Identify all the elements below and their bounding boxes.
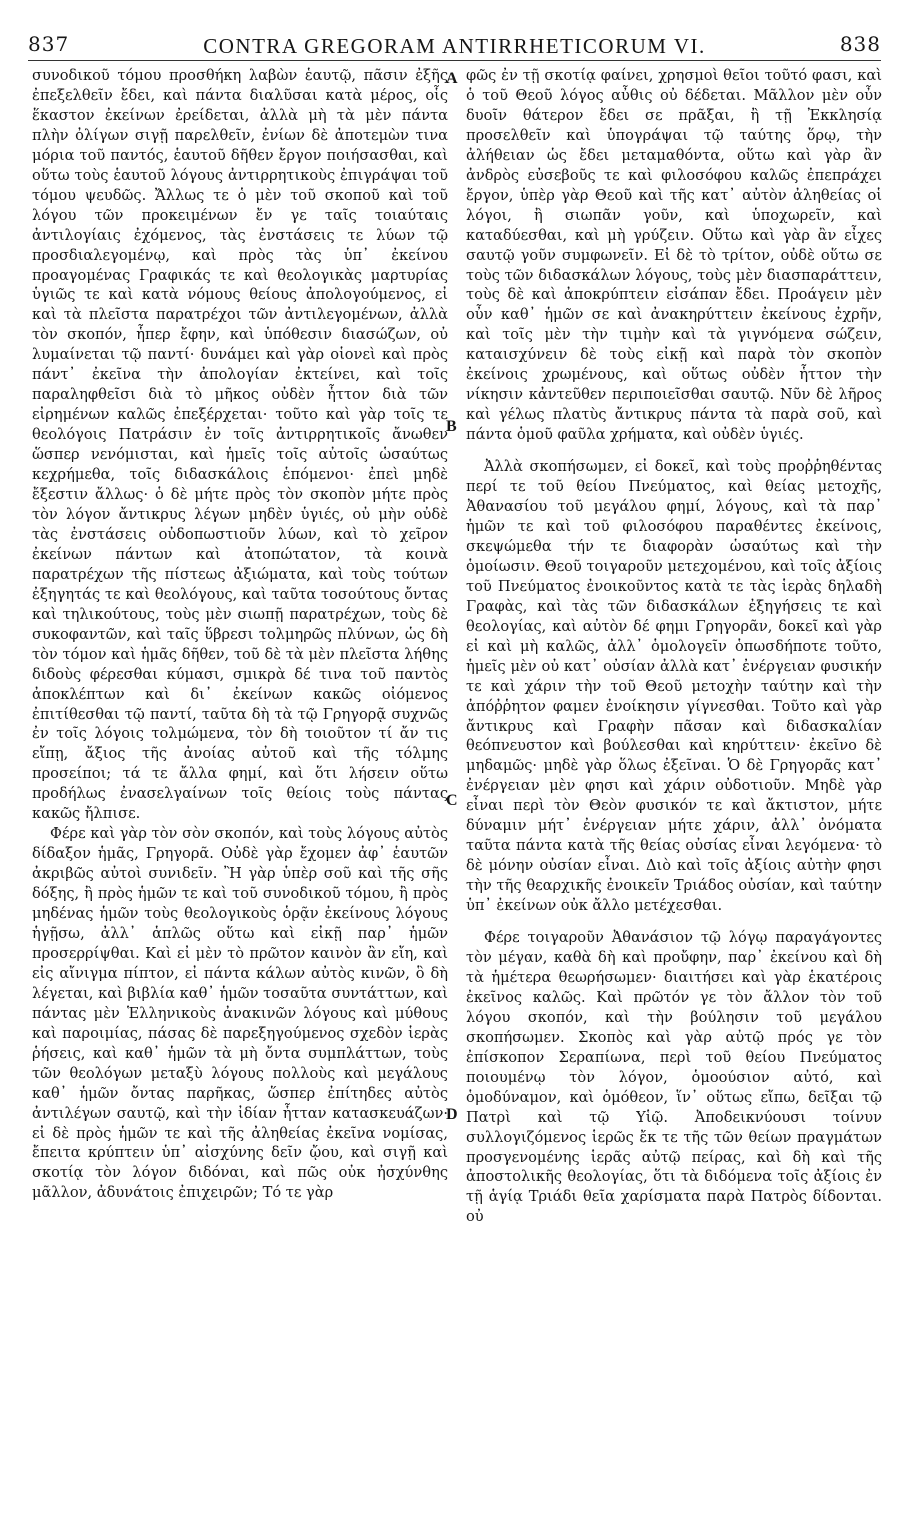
page-header — [28, 30, 881, 61]
right-paragraph-3: Φέρε τοιγαροῦν Ἀθανάσιον τῷ λόγῳ παραγάγοντες τὸν μέγαν, καθὰ δὴ καὶ προὔφην, παρ᾽ ἐκείνου καὶ δὴ τὰ ἡμέτερα θεωρήσωμεν· διαιτήσει καὶ γὰρ ἑκατέροις ἐκεῖνος καλῶς. Καὶ πρῶτόν γε τὸν ἄλλον τὸν τοῦ λόγου σκοπόν, καὶ τὴν βούλησιν τοῦ μεγάλου σκοπήσωμεν. Σκοπὸς καὶ γὰρ αὐτῷ πρός γε τὸν ἐπίσκοπον Σεραπίωνα, περὶ τοῦ θείου Πνεύματος ποιουμένῳ τὸν λόγον, ὁμοούσιον αὐτό, καὶ ὁμοδύναμον, καὶ ὁμόθεον, ἵν᾽ οὕτως εἴπω, δεῖξαι τῷ Πατρὶ καὶ τῷ Υἱῷ. Ἀποδεικνύουσι τοίνυν συλλογιζόμενος ἱερῶς ἔκ τε τῆς τῶν θείων πραγμάτων προσγενομένης ἱερᾶς αὐτῷ πείρας, καὶ δὴ καὶ τῆς ἀποστολικῆς θεολογίας, ὅτι τὰ διδόμενα τοῖς ἀξίοις ἐν τῇ ἁγίᾳ Τριάδι θεῖα χαρίσματα παρὰ Πατρὸς δίδονται. οὐ — [466, 929, 882, 1226]
section-marker-a: A — [446, 70, 458, 87]
page-number-left: 837 — [28, 32, 70, 56]
left-column — [32, 66, 448, 1510]
left-paragraph-1: συνοδικοῦ τόμου προσθήκη λαβὼν ἑαυτῷ, πᾶσιν ἐξῆς ἐπεξελθεῖν ἔδει, καὶ πάντα διαλῦσαι κατὰ μέρος, οἷς ἕκαστον ἐκείνων ἐρείδεται, ἀλλὰ μὴ τὰ μὲν πάντα πλὴν ὀλίγων σιγῇ παρελθεῖν, ἐνίων δὲ ἀποτεμὼν τινα μόρια τοῦ παντός, ἑαυτοῦ δῆθεν ἔργον ποιήσασθαι, καὶ οὕτω τοὺς ἑαυτοῦ λόγους ἀντιρρητικοὺς ἐπιγράψαι τοῦ τόμου ψευδῶς. Ἄλλως τε ὁ μὲν τοῦ σκοποῦ καὶ τοῦ λόγου τῶν προκειμένων ἔν γε ταῖς τοιαύταις ἀντιλογίαις ἐχόμενος, τὰς ἐνστάσεις τε λύων τῷ προσδιαλεγομένῳ, καὶ πρὸς τὰς ὑπ᾽ ἐκείνου προαγομένας Γραφικάς τε καὶ θεολογικὰς μαρτυρίας ὑγιῶς τε καὶ κατὰ νόμους θείους ἀπολογούμενος, εἰ καὶ τὰ πλεῖστα παρατρέχοι τῶν ἀντιλεγομένων, ἀλλὰ τὸν σκοπόν, ἧπερ ἔφην, καὶ ὑπόθεσιν διασώζων, οὐ λυμαίνεται τῷ παντί· δυνάμει καὶ γὰρ οἱονεὶ καὶ πρὸς πάντ᾽ ἐκεῖνα τὴν ἀπολογίαν ἐκτείνει, καὶ τοῖς παραληφθεῖσι διὰ τὸ μῆκος οὐδὲν ἧττον διὰ τῶν εἰρημένων καλῶς ἐπεξέρχεται· τοῦτο καὶ γὰρ τοῖς τε θεολόγοις Πατράσιν ἐν τοῖς ἀντιρρητικοῖς ἄνωθεν ὥσπερ νενόμισται, καὶ ἡμεῖς τοῖς αὐτοῖς ὡσαύτως κεχρήμεθα, τοῖς διδασκάλοις ἑπόμενοι· ἐπεὶ μηδὲ ἔξεστιν ἄλλως· ὁ δὲ μήτε πρὸς τὸν σκοπὸν μήτε πρὸς τὸν λόγον ἄντικρυς λέγων μηδὲν ὑγιές, οὐ μὴν οὐδὲ τὰς ἐνστάσεις οὐδοπωστιοῦν λύων, καὶ τὸ χεῖρον ἐκείνων πάντων καὶ ἀτοπώτατον, τὰ κοινὰ παρατρέχων τῆς πίστεως ἀξιώματα, καὶ τοὺς τούτων ἐξηγητάς τε καὶ θεολόγους, καὶ ταῦτα τοσούτους ὄντας καὶ τηλικούτους, τοὺς μὲν σιωπῇ παρατρέχων, τοὺς δὲ συκοφαντῶν, καὶ ταῖς ὕβρεσι τολμηρῶς πλύνων, ὡς δὴ τὸν τόμον καὶ ἡμᾶς δῆθεν, τοῦ δὲ τὰ μὲν πλεῖστα λήθης διδοὺς φέρεσθαι κύμασι, σμικρὰ δέ τινα τοῦ παντὸς ἀποκλέπτων καὶ δι᾽ ἐκείνων κακῶς οἰόμενος ἐπιτίθεσθαι τῷ παντί, ταῦτα δὴ τὰ τῷ Γρηγορᾷ συχνῶς ἐν τοῖς λόγοις τολμώμενα, τὸν δὴ τοιοῦτον τί ἄν τις εἴπῃ, ἄξιος τῆς ἀνοίας αὐτοῦ καὶ τῆς τόλμης προσείποι; τά τε ἄλλα φημί, καὶ ὅτι λήσειν οὕτω προδήλως ἐνασελγαίνων τοῖς θείοις τοὺς πάντας κακῶς ἤλπισε. — [32, 67, 448, 823]
right-column — [466, 66, 882, 1480]
section-marker-d: D — [446, 1106, 458, 1123]
right-paragraph-2: Ἀλλὰ σκοπήσωμεν, εἰ δοκεῖ, καὶ τοὺς προῤῥηθέντας περί τε τοῦ θείου Πνεύματος, καὶ θείας μετοχῆς, Ἀθανασίου τοῦ μεγάλου φημί, λόγους, καὶ τὰ παρ᾽ ἡμῶν τε καὶ τοῦ φιλοσόφου παραθέντες ἐκείνοις, σκεψώμεθα τήν τε διαφορὰν ὡσαύτως καὶ τὴν ὁμοίωσιν. Θεοῦ τοιγαροῦν μετεχομένου, καὶ τοῖς ἀξίοις τοῦ Πνεύματος ἐνοικοῦντος κατὰ τε τὰς ἱερὰς δηλαδὴ Γραφὰς, καὶ τὰς τῶν διδασκάλων ἐξηγήσεις τε καὶ θεολογίας, καὶ αὐτὸν δέ φημι Γρηγορᾶν, δοκεῖ καὶ γὰρ εἰ καὶ μὴ καλῶς, ἀλλ᾽ ὁμολογεῖν ὁπωσδήποτε τοῦτο, ἡμεῖς μὲν οὐ κατ᾽ οὐσίαν ἀλλὰ κατ᾽ ἐνέργειαν φυσικήν τε καὶ χάριν τὴν τοῦ Θεοῦ μετοχὴν ταύτην καὶ τὴν ἀπόῤῥητον φαμεν ἐνοίκησιν γίγνεσθαι. Τοῦτο καὶ γὰρ ἄντικρυς καὶ Γραφὴν πᾶσαν καὶ διδασκαλίαν θεόπνευστον καὶ βούλεσθαι καὶ κηρύττειν· ἐκεῖνο δὲ μηδαμῶς· μηδὲ γὰρ ὅλως ἐξεῖναι. Ὁ δὲ Γρηγορᾶς κατ᾽ ἐνέργειαν μὲν φησι καὶ χάριν οὐδοτιοῦν. Μηδὲ γὰρ εἶναι περὶ τὸν Θεὸν φυσικόν τε καὶ ἄκτιστον, μήτε δύναμιν μήτ᾽ ἐνέργειαν μήτε χάριν, ἀλλ᾽ ὀνόματα ταῦτα πάντα κατὰ τῆς θείας οὐσίας εἶναι λεγόμενα· τὸ δὲ μόνην οὐσίαν εἶναι. Διὸ καὶ τοῖς ἀξίοις αὐτὴν φησι τὴν τῆς θεαρχικῆς ἐνοικεῖν Τριάδος οὐσίαν, καὶ ταύτην ὑπ᾽ ἐκείνων οὐκ ἄλλο μετέχεσθαι. — [466, 458, 882, 915]
running-title: CONTRA GREGORAM ANTIRRHETICORUM VI. — [203, 34, 706, 58]
section-marker-b: B — [446, 418, 457, 435]
right-paragraph-1: φῶς ἐν τῇ σκοτίᾳ φαίνει, χρησμοὶ θεῖοι τοῦτό φασι, καὶ ὁ τοῦ Θεοῦ λόγος αὖθις οὐ δέδεται. Μᾶλλον μὲν οὖν δυοῖν θάτερον ἔδει σε πρᾶξαι, ἢ τῇ Ἐκκλησίᾳ προσελθεῖν καὶ ὑπογράψαι τῷ ταύτης ὅρῳ, τὴν ἀλήθειαν ὡς ἔδει μεταμαθόντα, οὕτω καὶ γὰρ ἂν ἀνδρὸς εὐσεβοῦς τε καὶ φιλοσόφου καλῶς ἐπεπράχει ἔργον, ὑπὲρ γὰρ Θεοῦ καὶ τῆς κατ᾽ αὐτὸν ἀληθείας οἱ λόγοι, ἢ σιωπᾶν γοῦν, καὶ ὑποχωρεῖν, καὶ καταδύεσθαι, καὶ μὴ γρύζειν. Οὕτω καὶ γὰρ ἂν εἶχες σαυτῷ γοῦν συμφωνεῖν. Εἰ δὲ τὸ τρίτον, οὐδὲ οὕτω σε τοὺς τῶν διδασκάλων λόγους, τοὺς μὲν διασπαράττειν, τοὺς δὲ καὶ ἀποκρύπτειν εἰσάπαν ἔδει. Προάγειν μὲν οὖν καθ᾽ ἡμῶν σε καὶ ἀνακηρύττειν ἐκείνους ἐχρῆν, καὶ τοῖς μὲν τὴν τιμὴν καὶ τὰ γιγνόμενα σώζειν, καταισχύνειν δὲ τοὺς εἰκῇ καὶ παρὰ τὸν σκοπὸν ἐκείνοις χρωμένους, καὶ οὕτως οὐδὲν ἧττον τὴν νίκησιν κἀντεῦθεν περιποιεῖσθαι σαυτῷ. Νῦν δὲ λῆρος καὶ γέλως πλατὺς ἄντικρυς πάντα τὰ παρὰ σοῦ, καὶ πάντα ὁμοῦ φαῦλα χρήματα, καὶ οὐδὲν ὑγιές. — [466, 67, 882, 444]
left-paragraph-2: Φέρε καὶ γὰρ τὸν σὸν σκοπόν, καὶ τοὺς λόγους αὐτὸς δίδαξον ἡμᾶς, Γρηγορᾶ. Οὐδὲ γὰρ ἔχομεν ἀφ᾽ ἑαυτῶν ἀκριβῶς αὐτοὶ συνιδεῖν. Ἢ γὰρ ὑπὲρ σοῦ καὶ τῆς σῆς δόξης, ἢ πρὸς ἡμῶν τε καὶ τοῦ συνοδικοῦ τόμου, ἢ πρὸς μηδένας ἡμῶν τοὺς θεολογικοὺς ὁρᾷν ἐκείνους λόγους ἡγῇσω, ἀλλ᾽ ἁπλῶς οὕτω καὶ εἰκῇ παρ᾽ ἡμῶν προσερρίψθαι. Καὶ εἰ μὲν τὸ πρῶτον καινὸν ἂν εἴη, καὶ εἰς αἴνιγμα πίπτον, εἰ πάντα κάλων αὐτὸς κινῶν, ὃ δὴ λέγεται, καὶ βιβλία καθ᾽ ἡμῶν τοσαῦτα συντάττων, καὶ πάντας μὲν Ἑλληνικοὺς ἀνακινῶν λόγους καὶ μύθους καὶ παροιμίας, πάσας δὲ παρεξηγούμενος σχεδὸν ἱερὰς ῥήσεις, καὶ καθ᾽ ἡμῶν τὰ μὴ ὄντα συμπλάττων, τοὺς τῶν θεολόγων μεταξὺ λόγους πολλοὺς καὶ μεγάλους καθ᾽ ἡμῶν ὄντας παρῆκας, ὥσπερ ἐπίτηδες αὐτὸς ἀντιλέγων σαυτῷ, καὶ τὴν ἰδίαν ἧτταν κατασκευάζων· εἰ δὲ πρὸς ἡμῶν τε καὶ τῆς ἀληθείας ἐκεῖνα νομίσας, ἔπειτα κρύπτειν ὑπ᾽ αἰσχύνης δεῖν ᾤου, καὶ σιγῇ καὶ σκοτίᾳ τὸν λόγον διδόναι, καὶ πῶς οὐκ ἠσχύνθης μᾶλλον, ἀδυνάτοις ἐπιχειρῶν; Τό τε γὰρ — [32, 825, 448, 1202]
section-marker-c: C — [446, 792, 458, 809]
page-number-right: 838 — [839, 32, 881, 56]
